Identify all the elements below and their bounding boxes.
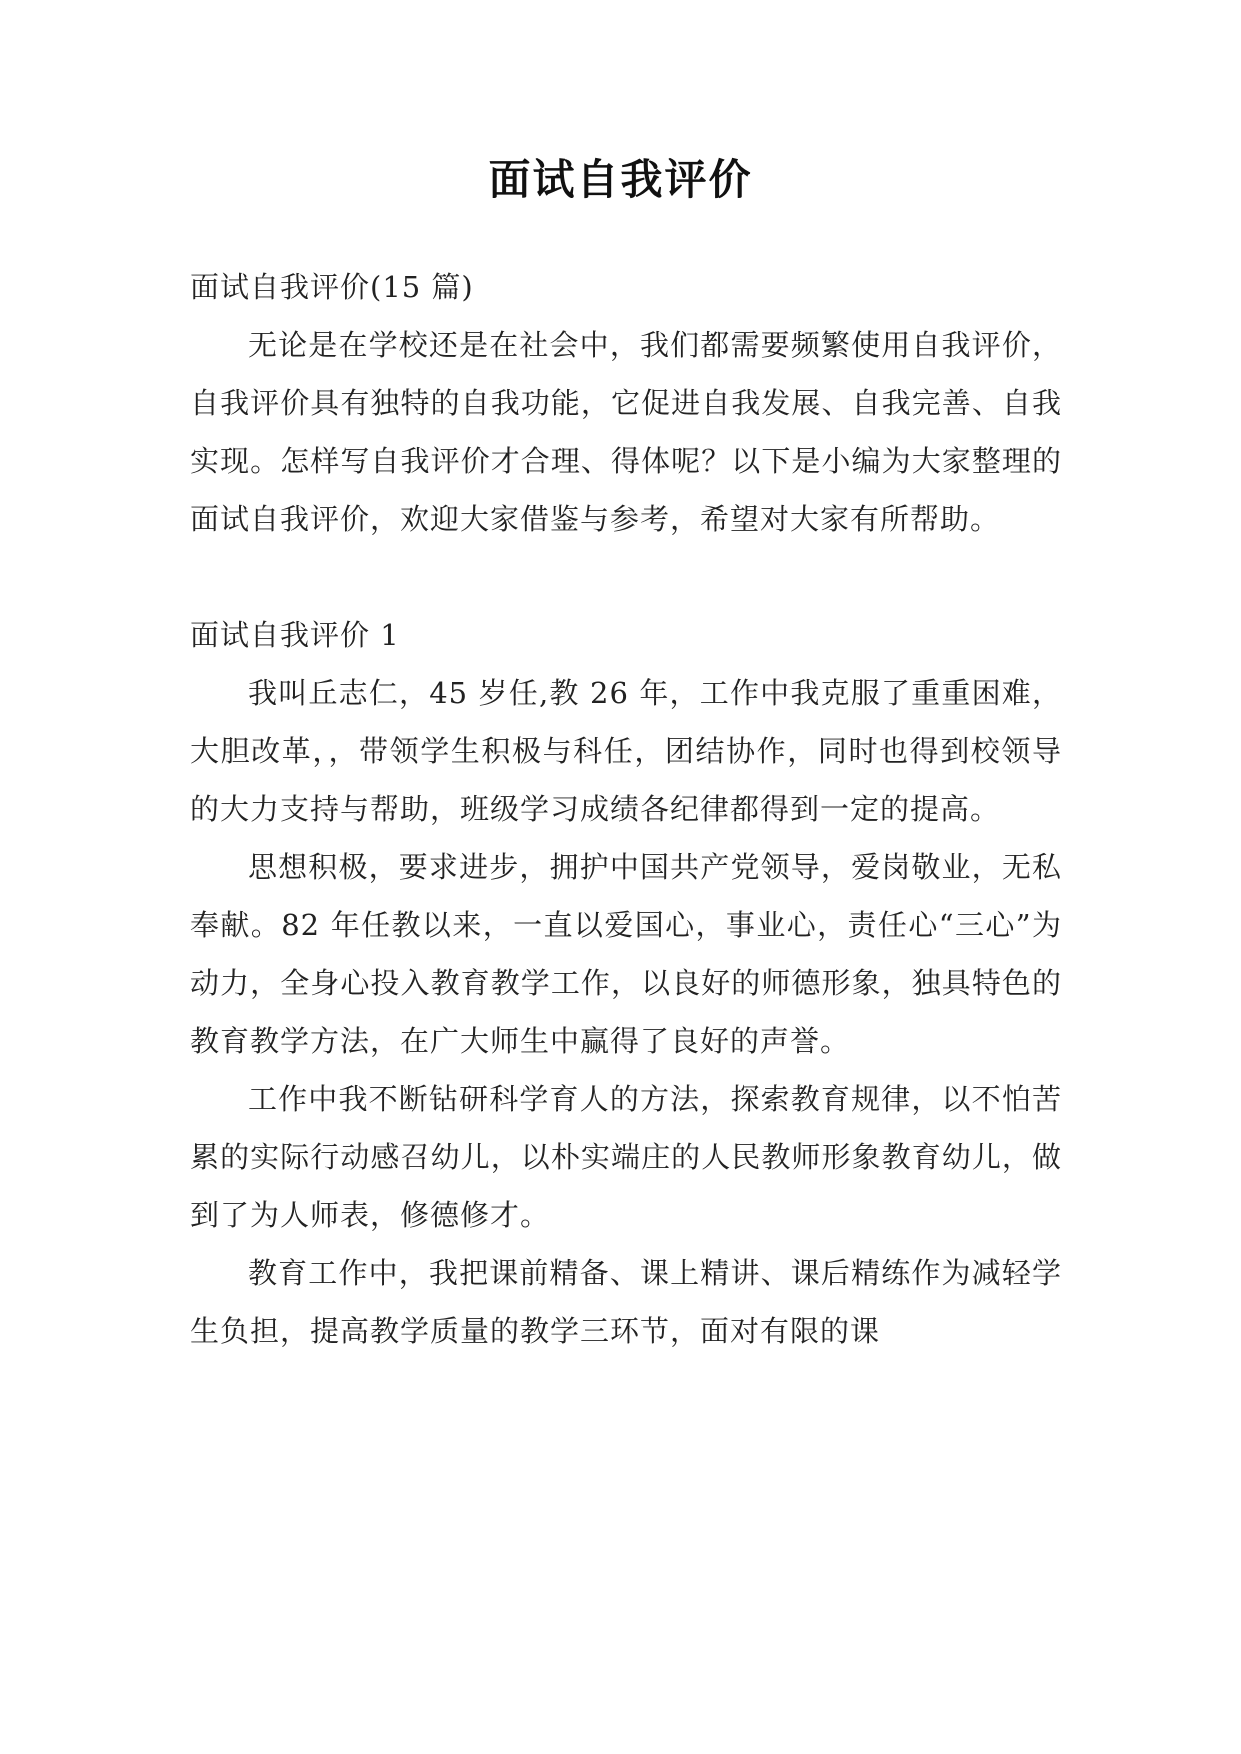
body-paragraph: 思想积极，要求进步，拥护中国共产党领导，爱岗敬业，无私奉献。82 年任教以来，一直以爱国心，事业心，责任心“三心”为动力，全身心投入教育教学工作，以良好的师德形象，独具特色的教育教学方法，在广大师生中赢得了良好的声誉。 <box>190 850 1062 1058</box>
body-paragraph: 我叫丘志仁，45 岁任,教 26 年，工作中我克服了重重困难，大胆改革，，带领学生积极与科任，团结协作，同时也得到校领导的大力支持与帮助，班级学习成绩各纪律都得到一定的提高。 <box>190 676 1062 826</box>
document-body <box>190 258 1062 1360</box>
body-paragraph: 工作中我不断钻研科学育人的方法，探索教育规律，以不怕苦累的实际行动感召幼儿，以朴实端庄的人民教师形象教育幼儿，做到了为人师表，修德修才。 <box>190 1082 1062 1232</box>
section-heading: 面试自我评价 1 <box>190 618 400 652</box>
section-spacer <box>190 548 1062 606</box>
document-subtitle: 面试自我评价(15 篇) <box>190 270 474 304</box>
body-paragraph: 教育工作中，我把课前精备、课上精讲、课后精练作为减轻学生负担，提高教学质量的教学三环节，面对有限的课 <box>190 1256 1062 1348</box>
intro-paragraph: 无论是在学校还是在社会中，我们都需要频繁使用自我评价，自我评价具有独特的自我功能，它促进自我发展、自我完善、自我实现。怎样写自我评价才合理、得体呢？以下是小编为大家整理的面试自我评价，欢迎大家借鉴与参考，希望对大家有所帮助。 <box>190 328 1062 536</box>
document-title: 面试自我评价 <box>488 155 753 204</box>
